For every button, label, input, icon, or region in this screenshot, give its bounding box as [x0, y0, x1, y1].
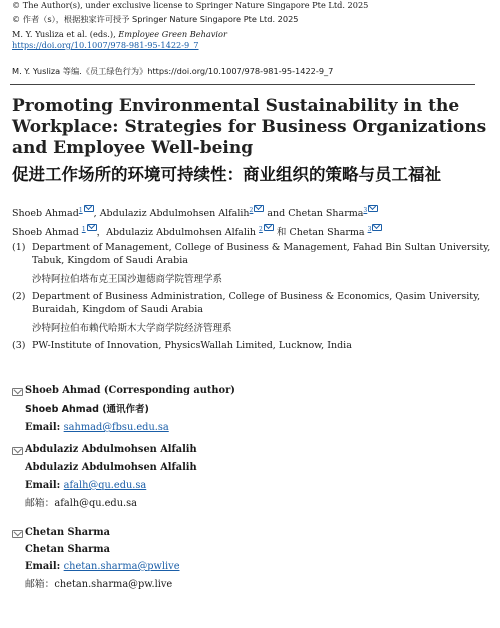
author-name: Abdulaziz Abdulmohsen Alfalih [106, 227, 260, 239]
email-link[interactable]: sahmad@fbsu.edu.sa [63, 422, 169, 433]
email-label: Email: [25, 561, 64, 572]
editors-prefix: M. Y. Yusliza et al. (eds.), [12, 29, 119, 39]
contact-email-line-zh [25, 576, 172, 594]
contact-name-zh: Chetan Sharma [25, 544, 110, 555]
email-link[interactable]: chetan.sharma@pwlive [63, 561, 180, 572]
email-label-zh: 邮箱： [25, 579, 55, 590]
contact-name: Chetan Sharma [25, 527, 110, 538]
mail-icon[interactable] [12, 447, 23, 455]
affiliation-ref[interactable]: 2 [249, 207, 254, 214]
mail-icon[interactable] [254, 205, 264, 212]
author-name: Shoeb Ahmad [12, 227, 82, 239]
book-title: Employee Green Behavior [118, 29, 227, 39]
contact-email-line [25, 419, 169, 437]
affiliation-ref[interactable]: 1 [81, 226, 86, 233]
copyright-line: © The Author(s), under exclusive license to Springer Nature Singapore Pte Ltd. 2025 [12, 0, 369, 10]
email-link[interactable]: afalh@qu.edu.sa [63, 480, 147, 491]
contact-name-zh: Abdulaziz Abdulmohsen Alfalih [25, 462, 197, 473]
copyright-line-zh: © 作者（s），根据独家许可授予 Springer Nature Singapore Pte Ltd. 2025 [12, 14, 299, 24]
mail-icon[interactable] [12, 530, 23, 538]
mail-icon[interactable] [87, 224, 97, 231]
contact-name: Shoeb Ahmad (Corresponding author) [25, 385, 235, 396]
affiliation-text: Buraidah, Kingdom of Saudi Arabia [32, 304, 203, 315]
email-text-zh: chetan.sharma@pw.live [54, 579, 173, 590]
contact-name: Abdulaziz Abdulmohsen Alfalih [25, 444, 197, 455]
author-name: Abdulaziz Abdulmohsen Alfalih [99, 208, 250, 220]
editors-line [12, 29, 227, 39]
header-divider [10, 84, 475, 85]
contact-email-line [25, 477, 146, 495]
author-name: Chetan Sharma [288, 208, 364, 220]
affiliation-ref[interactable]: 3 [363, 207, 368, 214]
contact-name-zh: Shoeb Ahmad (通讯作者) [25, 404, 149, 415]
affiliation-ref[interactable]: 2 [259, 226, 263, 233]
affiliation-number: (1) [12, 242, 26, 253]
paper-title: Promoting Environmental Sustainability in the Workplace: Strategies for Business Organizations and Employee Well-being [12, 96, 487, 158]
mail-icon[interactable] [264, 224, 274, 231]
affiliation-text-zh: 沙特阿拉伯布赖代哈斯木大学商学院经济管理系 [32, 323, 232, 334]
affiliation-text: Department of Management, College of Business & Management, Fahad Bin Sultan University, [32, 242, 491, 253]
affiliation-text-zh: 沙特阿拉伯塔布克王国沙迦德商学院管理学系 [32, 274, 223, 285]
mail-icon[interactable] [84, 205, 94, 212]
email-label: Email: [25, 480, 64, 491]
affiliation-ref[interactable]: 3 [367, 226, 372, 233]
author-name: Shoeb Ahmad [12, 208, 79, 220]
mail-icon[interactable] [12, 388, 23, 396]
affiliation-text: Tabuk, Kingdom of Saudi Arabia [32, 255, 188, 266]
email-label: Email: [25, 422, 64, 433]
doi-link[interactable]: https://doi.org/10.1007/978-981-95-1422-9_7 [12, 40, 199, 50]
affiliation-ref[interactable]: 1 [78, 207, 83, 214]
author-list-zh: Shoeb Ahmad $^1$ ，Abdulaziz Abdulmohsen Alfalih $^2$ 和 Chetan Sharma $^3$ [12, 223, 382, 239]
email-label-zh: 邮箱： [25, 498, 55, 509]
citation-zh: M. Y. Yusliza 等编.《员工绿色行为》https://doi.org/10.1007/978-981-95-1422-9_7 [12, 66, 334, 76]
affiliation-text: PW-Institute of Innovation, PhysicsWallah Limited, Lucknow, India [32, 340, 352, 351]
author-list: Shoeb Ahmad$^1$ , Abdulaziz Abdulmohsen Alfalih$^2$ and Chetan Sharma$^3$ [12, 204, 378, 220]
email-text-zh: afalh@qu.edu.sa [54, 498, 137, 509]
affiliation-text: Department of Business Administration, College of Business & Economics, Qasim University, [32, 291, 481, 302]
paper-title-zh: 促进工作场所的环境可持续性：商业组织的策略与员工福祉 [12, 165, 441, 184]
contact-email-line-zh [25, 495, 137, 513]
mail-icon[interactable] [368, 205, 378, 212]
affiliation-number: (2) [12, 291, 26, 302]
affiliation-number: (3) [12, 340, 26, 351]
mail-icon[interactable] [372, 224, 382, 231]
author-name: Chetan Sharma [289, 227, 368, 239]
contact-email-line [25, 558, 180, 576]
